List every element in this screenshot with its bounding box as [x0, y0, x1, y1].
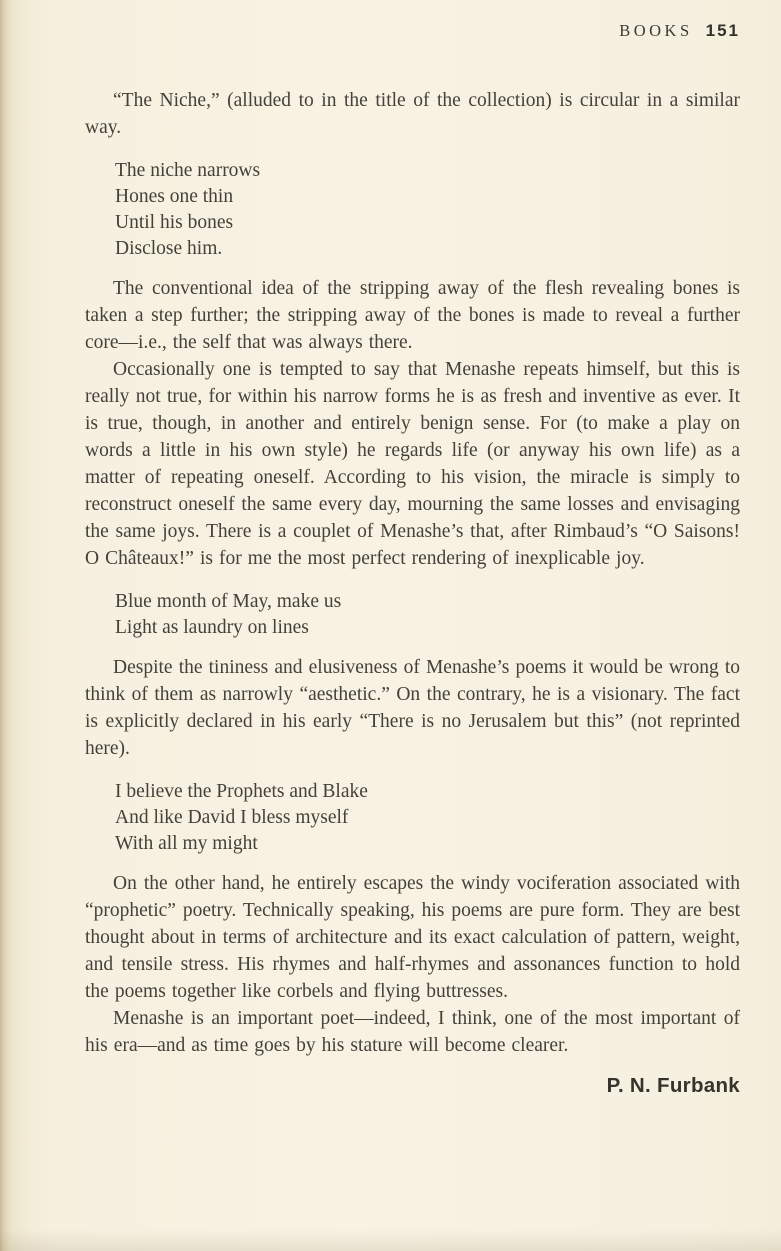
paragraph-occasionally: Occasionally one is tempted to say that Menashe repeats himself, but this is really not true, for within his narrow forms he is as fresh and inventive as ever. It is true, though, in another and entirely benign sense. For (to make a play on words a little in his own style) he regards life (or anyway his own life) as a matter of repeating oneself. According to his vision, the miracle is simply to reconstruct oneself the same every day, mourning the same losses and envisaging the same joys. There is a couplet of Menashe’s that, after Rimbaud’s “O Saisons! O Châteaux!” is for me the most perfect rendering of inexplicable joy. [85, 359, 740, 569]
verse-line: Disclose him. [115, 238, 223, 259]
paragraph-niche: “The Niche,” (alluded to in the title of the collection) is circular in a similar way. [85, 90, 740, 138]
page-number: 151 [705, 21, 740, 40]
verse-line: Blue month of May, make us [115, 591, 342, 612]
verse-block-niche [115, 158, 740, 262]
verse-block-i-believe [115, 779, 740, 857]
verse-line: The niche narrows [115, 160, 261, 181]
byline-author: P. N. Furbank [606, 1074, 740, 1097]
running-head-section-title: BOOKS [619, 21, 693, 40]
verse-line: Until his bones [115, 212, 234, 233]
verse-block-blue-month [115, 589, 740, 641]
verse-line: Hones one thin [115, 186, 234, 207]
running-head [85, 21, 740, 41]
verse-line: I believe the Prophets and Blake [115, 781, 368, 802]
paragraph-despite: Despite the tininess and elusiveness of Menashe’s poems it would be wrong to think of them as narrowly “aesthetic.” On the contrary, he is a visionary. The fact is explicitly declared in his early “There is no Jerusalem but this” (not reprinted here). [85, 657, 740, 759]
paragraph-other-hand: On the other hand, he entirely escapes the windy vociferation associated with “prophetic” poetry. Technically speaking, his poems are pure form. They are best thought about in terms of architecture and its exact calculation of pattern, weight, and tensile stress. His rhymes and half-rhymes and assonances function to hold the poems together like corbels and flying buttresses. [85, 873, 740, 1002]
review-text [85, 87, 740, 1098]
paragraph-menashe-important: Menashe is an important poet—indeed, I think, one of the most important of his era—and as time goes by his stature will become clearer. [85, 1008, 740, 1056]
verse-line: With all my might [115, 833, 258, 854]
verse-line: Light as laundry on lines [115, 617, 309, 638]
paragraph-conventional-idea: The conventional idea of the stripping away of the flesh revealing bones is taken a step further; the stripping away of the bones is made to reveal a further core—i.e., the self that was always there. [85, 278, 740, 353]
verse-line: And like David I bless myself [115, 807, 349, 828]
